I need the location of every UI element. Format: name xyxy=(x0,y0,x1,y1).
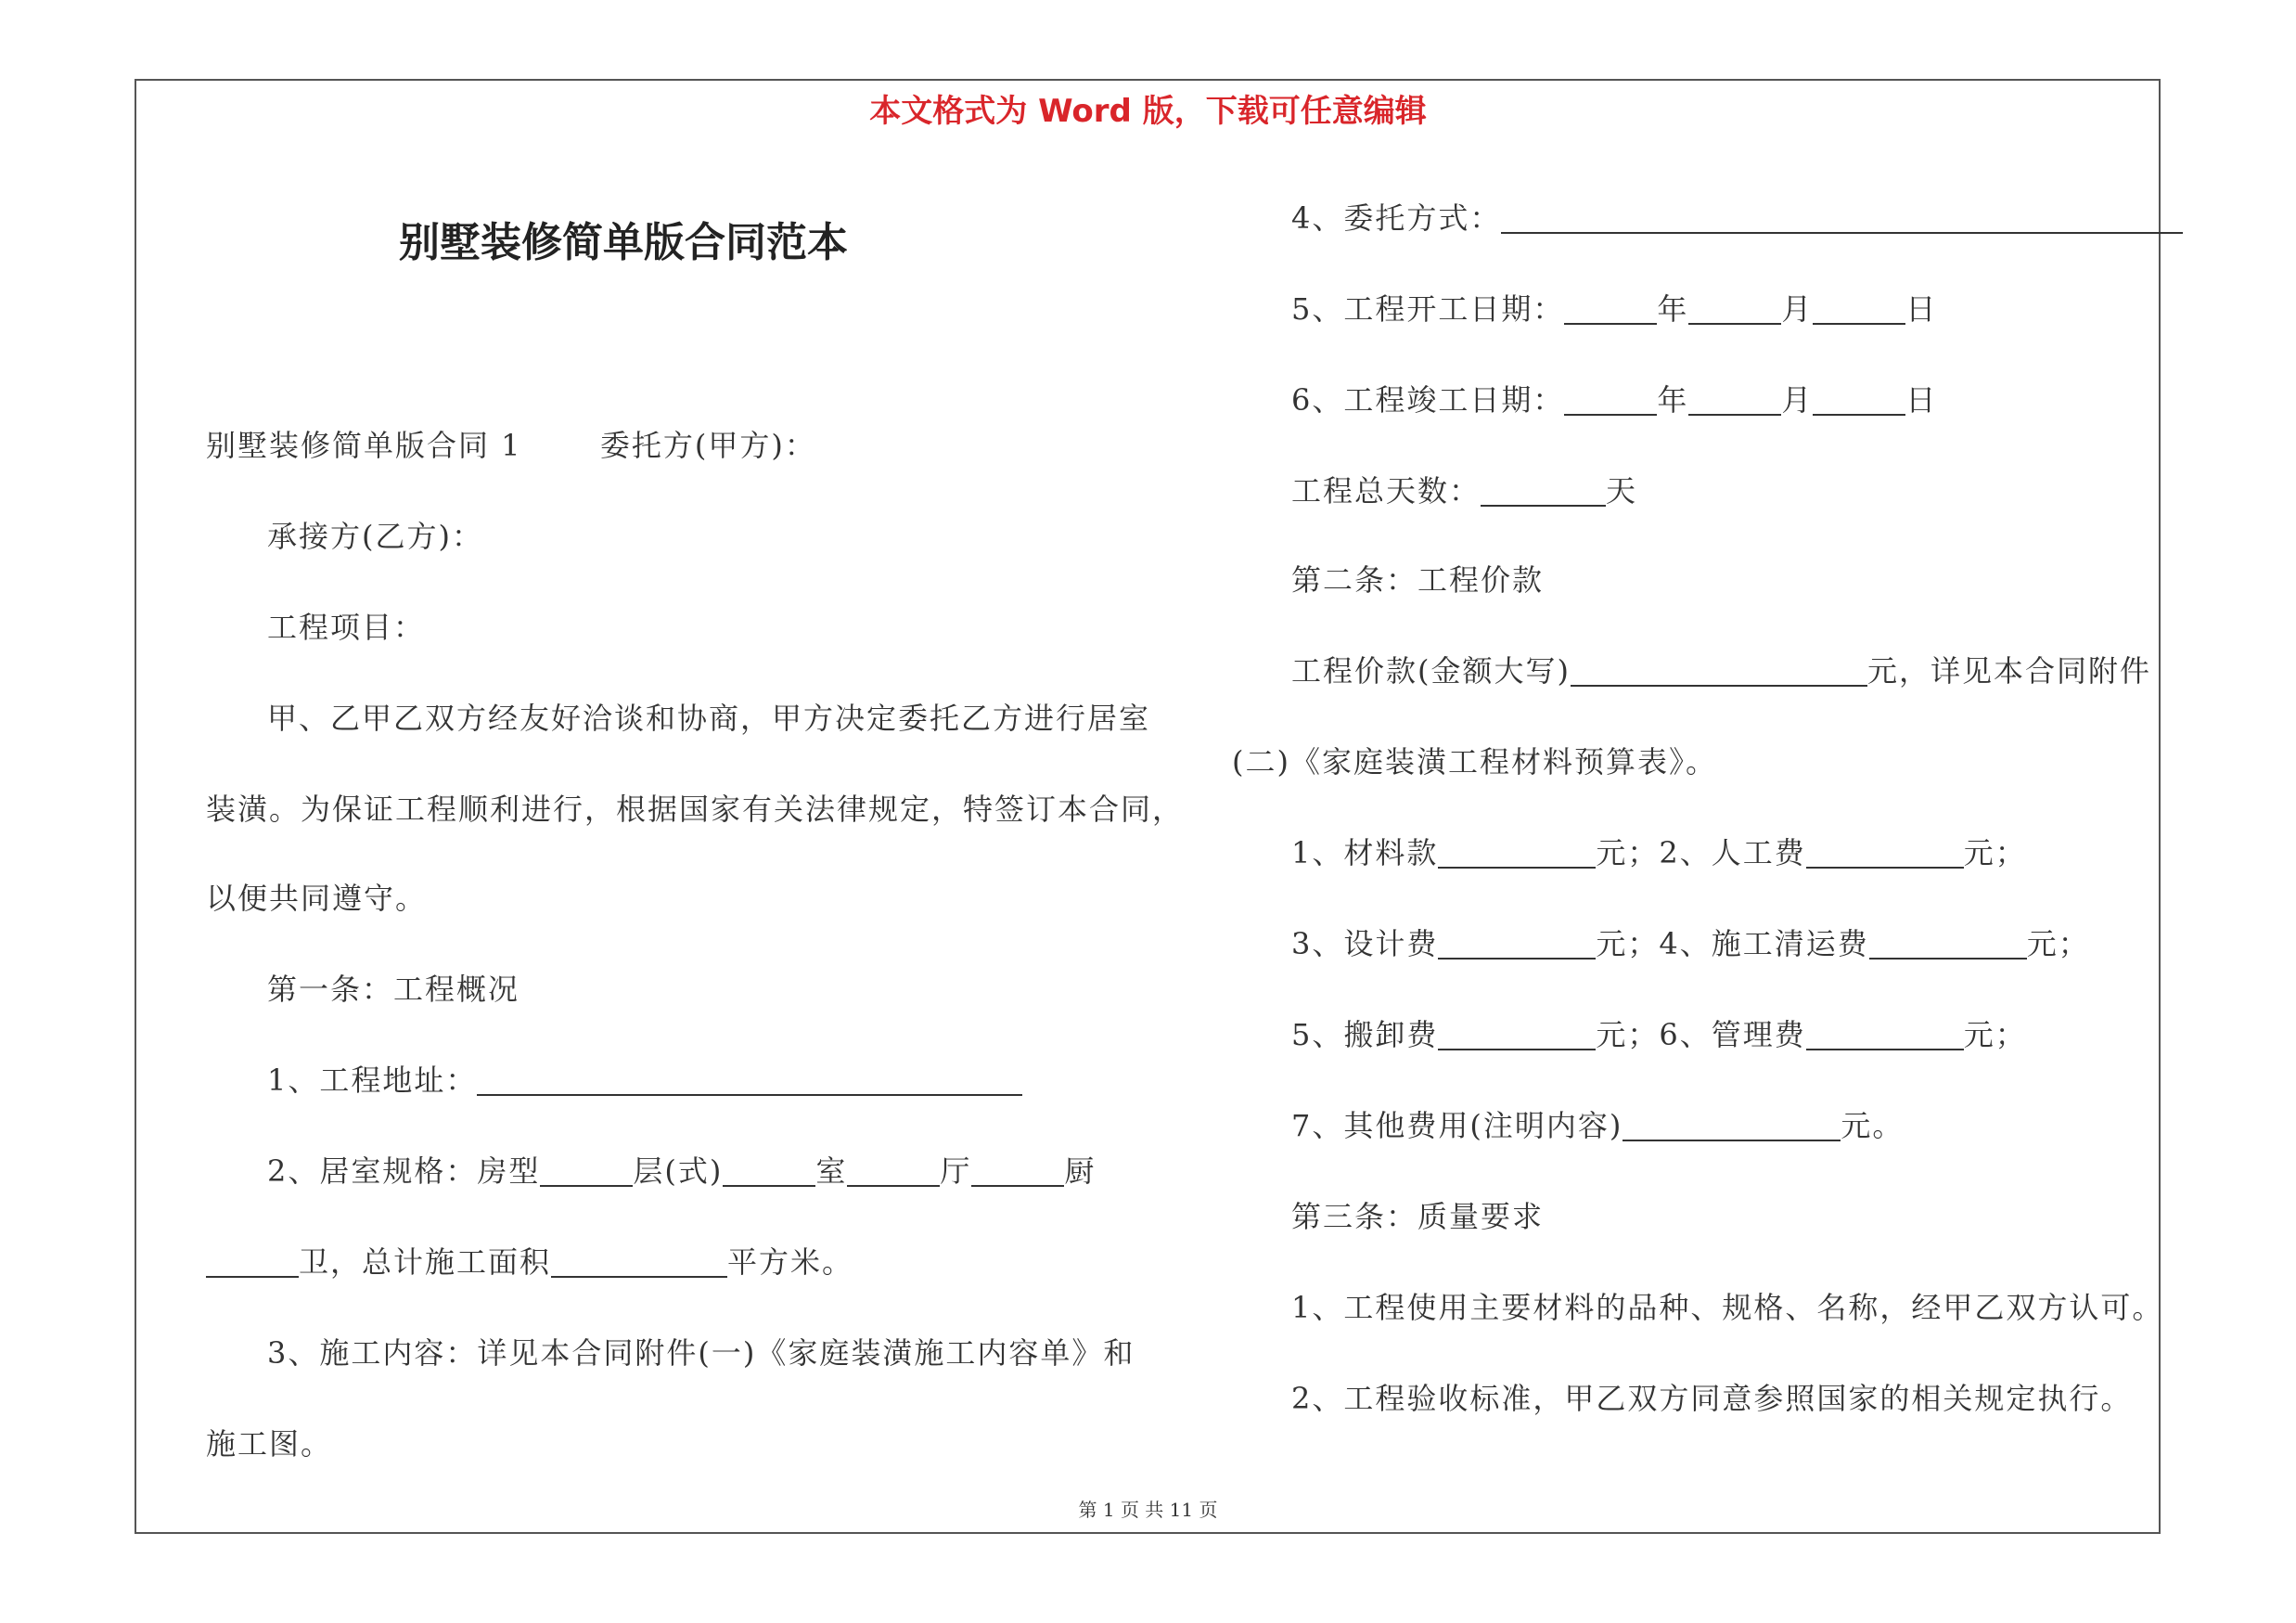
material-labor-line xyxy=(1291,830,2027,872)
bathroom-area-label: 卫，总计施工面积 xyxy=(299,1244,552,1280)
room-label: 室 xyxy=(815,1153,848,1189)
bathroom-blank xyxy=(206,1246,299,1278)
design-cleanup-line xyxy=(1291,921,2090,963)
hall-label: 厅 xyxy=(940,1153,972,1189)
construction-content-line: 3、施工内容：详见本合同附件(一)《家庭装潢施工内容单》和 xyxy=(267,1335,1135,1371)
construction-drawing-line: 施工图。 xyxy=(206,1426,333,1462)
article-3-heading: 第三条：质量要求 xyxy=(1291,1199,1545,1234)
area-blank xyxy=(551,1246,727,1278)
yuan-separator: 元； xyxy=(1963,835,2027,870)
article-1-heading: 第一条：工程概况 xyxy=(267,972,520,1007)
commission-method-line xyxy=(1291,195,2183,238)
article-2-heading: 第二条：工程价款 xyxy=(1291,562,1545,598)
start-year-blank xyxy=(1564,293,1657,325)
commission-method-blank xyxy=(1501,202,2183,234)
preamble-line-3: 以便共同遵守。 xyxy=(206,881,428,916)
party-b-label: 承接方(乙方)： xyxy=(267,519,483,554)
cleanup-fee-blank xyxy=(1869,928,2027,960)
commission-method-label: 4、委托方式： xyxy=(1291,200,1502,236)
end-date-line xyxy=(1291,377,1937,419)
labor-fee-label: 2、人工费 xyxy=(1659,835,1806,870)
end-date-label: 6、工程竣工日期： xyxy=(1291,382,1565,418)
start-date-line xyxy=(1291,286,1937,328)
room-blank xyxy=(723,1155,815,1187)
labor-fee-blank xyxy=(1806,837,1964,869)
end-month-blank xyxy=(1688,384,1781,416)
cleanup-fee-label: 4、施工清运费 xyxy=(1659,926,1869,961)
yuan-separator: 元； xyxy=(1596,926,1660,961)
moving-fee-blank xyxy=(1438,1019,1596,1050)
days-unit-label: 天 xyxy=(1606,473,1638,509)
contract-intro-line xyxy=(206,422,816,465)
year-label: 年 xyxy=(1657,291,1689,327)
year-label: 年 xyxy=(1657,382,1689,418)
yuan-separator: 元； xyxy=(1596,1017,1660,1052)
management-fee-label: 6、管理费 xyxy=(1659,1017,1806,1052)
design-fee-label: 3、设计费 xyxy=(1291,926,1439,961)
total-days-line xyxy=(1291,468,1637,510)
yuan-separator: 元； xyxy=(1596,835,1660,870)
material-fee-label: 1、材料款 xyxy=(1291,835,1439,870)
start-date-label: 5、工程开工日期： xyxy=(1291,291,1565,327)
room-type-label: 2、居室规格：房型 xyxy=(267,1153,541,1189)
word-format-banner: 本文格式为 Word 版，下载可任意编辑 xyxy=(869,93,1427,130)
contract-label: 别墅装修简单版合同 1 xyxy=(206,428,522,463)
quality-item-1: 1、工程使用主要材料的品种、规格、名称，经甲乙双方认可。 xyxy=(1291,1290,2164,1325)
other-fees-line xyxy=(1291,1102,1904,1145)
area-line xyxy=(206,1239,853,1282)
quality-item-2: 2、工程验收标准，甲乙双方同意参照国家的相关规定执行。 xyxy=(1291,1381,2133,1416)
day-label: 日 xyxy=(1905,382,1938,418)
material-fee-blank xyxy=(1438,837,1596,869)
project-label: 工程项目： xyxy=(267,610,426,645)
preamble-line-1: 甲、乙甲乙双方经友好洽谈和协商，甲方决定委托乙方进行居室 xyxy=(267,701,1151,736)
price-amount-label: 工程价款(金额大写) xyxy=(1291,653,1571,689)
project-address-line xyxy=(267,1057,1022,1100)
floor-label: 层(式) xyxy=(633,1153,724,1189)
design-fee-blank xyxy=(1438,928,1596,960)
page-number-footer: 第 1 页 共 11 页 xyxy=(1078,1499,1218,1521)
yuan-separator: 元； xyxy=(2026,926,2090,961)
address-blank xyxy=(477,1064,1022,1096)
budget-table-line: (二)《家庭装潢工程材料预算表》。 xyxy=(1232,744,1717,779)
room-spec-line xyxy=(267,1148,1096,1191)
management-fee-blank xyxy=(1806,1019,1964,1050)
price-attachment-label: 元，详见本合同附件 xyxy=(1866,653,2151,689)
month-label: 月 xyxy=(1781,291,1814,327)
other-fees-label: 7、其他费用(注明内容) xyxy=(1291,1108,1623,1143)
other-fees-blank xyxy=(1623,1110,1841,1141)
preamble-line-2: 装潢。为保证工程顺利进行，根据国家有关法律规定，特签订本合同， xyxy=(206,792,1185,827)
square-meter-label: 平方米。 xyxy=(727,1244,854,1280)
kitchen-blank xyxy=(971,1155,1064,1187)
end-day-blank xyxy=(1813,384,1905,416)
total-days-blank xyxy=(1481,475,1606,507)
floor-blank xyxy=(540,1155,633,1187)
hall-blank xyxy=(847,1155,940,1187)
end-year-blank xyxy=(1564,384,1657,416)
start-day-blank xyxy=(1813,293,1905,325)
kitchen-label: 厨 xyxy=(1064,1153,1097,1189)
project-address-label: 1、工程地址： xyxy=(267,1063,478,1098)
month-label: 月 xyxy=(1781,382,1814,418)
yuan-separator: 元； xyxy=(1963,1017,2027,1052)
total-days-label: 工程总天数： xyxy=(1291,473,1481,509)
price-amount-blank xyxy=(1571,655,1867,687)
day-label: 日 xyxy=(1905,291,1938,327)
moving-fee-label: 5、搬卸费 xyxy=(1291,1017,1439,1052)
moving-management-line xyxy=(1291,1011,2027,1054)
contract-price-line xyxy=(1291,648,2151,690)
document-title: 别墅装修简单版合同范本 xyxy=(399,219,848,266)
party-a-label: 委托方(甲方)： xyxy=(599,428,816,463)
start-month-blank xyxy=(1688,293,1781,325)
yuan-end-label: 元。 xyxy=(1841,1108,1905,1143)
